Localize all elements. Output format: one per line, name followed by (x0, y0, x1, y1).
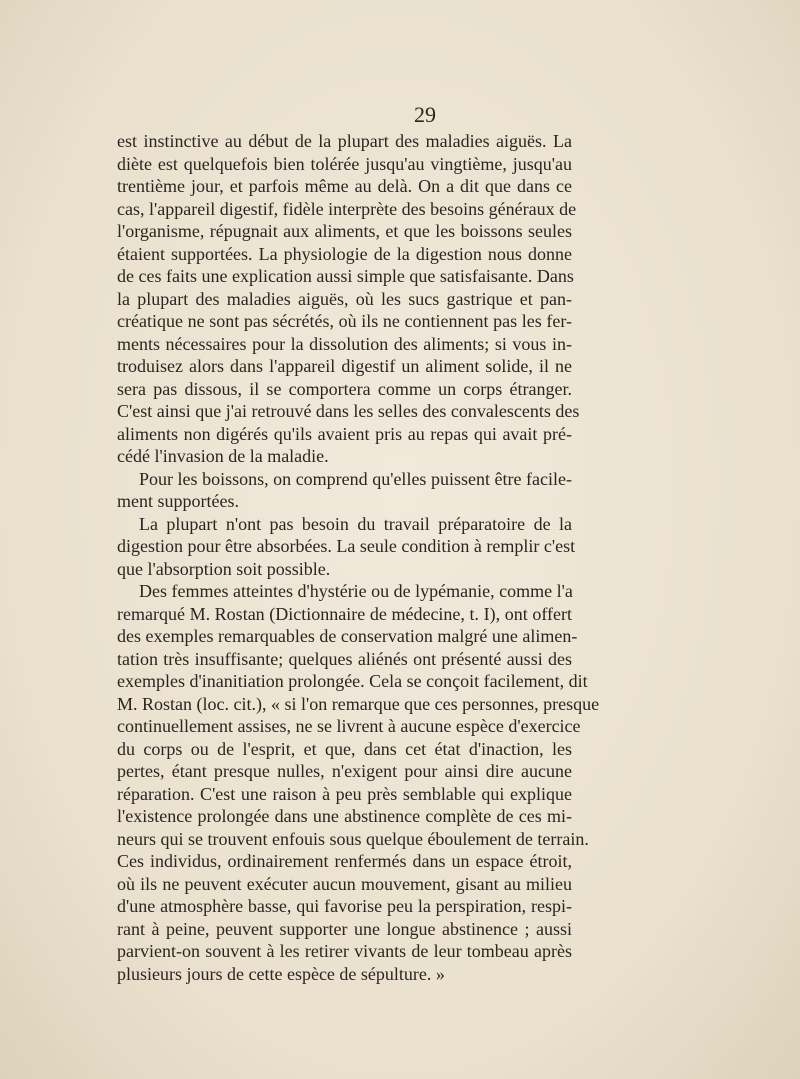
text-line: étaient supportées. La physiologie de la digestion nous donne (117, 243, 572, 264)
text-line: Des femmes atteintes d'hystérie ou de lypémanie, comme l'a (139, 581, 573, 601)
text-line: cédé l'invasion de la maladie. (117, 446, 329, 466)
text-line: l'existence prolongée dans une abstinence complète de ces mi- (117, 806, 572, 826)
text-line: tation très insuffisante; quelques aliénés ont présenté aussi des (117, 648, 572, 669)
text-line: sera pas dissous, il se comportera comme un corps étranger. (117, 378, 572, 399)
text-line: troduisez alors dans l'appareil digestif un aliment solide, il ne (117, 356, 572, 376)
text-line: rant à peine, peuvent supporter une longue abstinence ; aussi (117, 918, 572, 939)
text-line: continuellement assises, ne se livrent à aucune espèce d'exercice (117, 716, 581, 736)
text-line: Pour les boissons, on comprend qu'elles puissent être facile- (139, 468, 572, 489)
text-line: La plupart n'ont pas besoin du travail préparatoire de la (139, 513, 572, 534)
text-line: M. Rostan (loc. cit.), « si l'on remarque que ces personnes, presque (117, 693, 600, 714)
text-line: des exemples remarquables de conservation malgré une alimen- (117, 626, 578, 646)
text-line: du corps ou de l'esprit, et que, dans cet état d'inaction, les (117, 738, 572, 759)
text-line: pertes, étant presque nulles, n'exigent pour ainsi dire aucune (117, 761, 572, 781)
text-line: diète est quelquefois bien tolérée jusqu'au vingtième, jusqu'au (117, 153, 572, 174)
text-line: Ces individus, ordinairement renfermés dans un espace étroit, (117, 851, 572, 871)
text-line: l'organisme, répugnait aux aliments, et que les boissons seules (117, 221, 572, 241)
text-line: cas, l'appareil digestif, fidèle interprète des besoins généraux de (117, 198, 577, 219)
text-line: la plupart des maladies aiguës, où les sucs gastrique et pan- (117, 288, 572, 309)
text-line: C'est ainsi que j'ai retrouvé dans les selles des convalescents des (117, 401, 580, 421)
text-line: créatique ne sont pas sécrétés, où ils ne contiennent pas les fer- (117, 311, 572, 331)
text-line: neurs qui se trouvent enfouis sous quelque éboulement de terrain. (117, 828, 589, 849)
text-line: ment supportées. (117, 491, 239, 511)
text-line: plusieurs jours de cette espèce de sépulture. » (117, 963, 445, 984)
text-line: est instinctive au début de la plupart des maladies aiguës. La (117, 131, 572, 151)
text-line: de ces faits une explication aussi simple que satisfaisante. Dans (117, 266, 574, 286)
text-line: trentième jour, et parfois même au delà. On a dit que dans ce (117, 176, 572, 196)
text-line: d'une atmosphère basse, qui favorise peu la perspiration, respi- (117, 896, 572, 916)
text-line: aliments non digérés qu'ils avaient pris au repas qui avait pré- (117, 423, 572, 444)
text-line: où ils ne peuvent exécuter aucun mouvement, gisant au milieu (117, 873, 572, 894)
body-text (117, 130, 600, 985)
text-line: ments nécessaires pour la dissolution des aliments; si vous in- (117, 333, 572, 354)
text-line: remarqué M. Rostan (Dictionnaire de médecine, t. I), ont offert (117, 603, 572, 624)
text-line: digestion pour être absorbées. La seule condition à remplir c'est (117, 536, 576, 556)
text-line: réparation. C'est une raison à peu près semblable qui explique (117, 783, 572, 804)
text-line: que l'absorption soit possible. (117, 558, 331, 579)
text-line: exemples d'inanitiation prolongée. Cela se conçoit facilement, dit (117, 671, 588, 691)
page-number: 29 (414, 102, 436, 127)
text-line: parvient-on souvent à les retirer vivants de leur tombeau après (117, 941, 572, 961)
